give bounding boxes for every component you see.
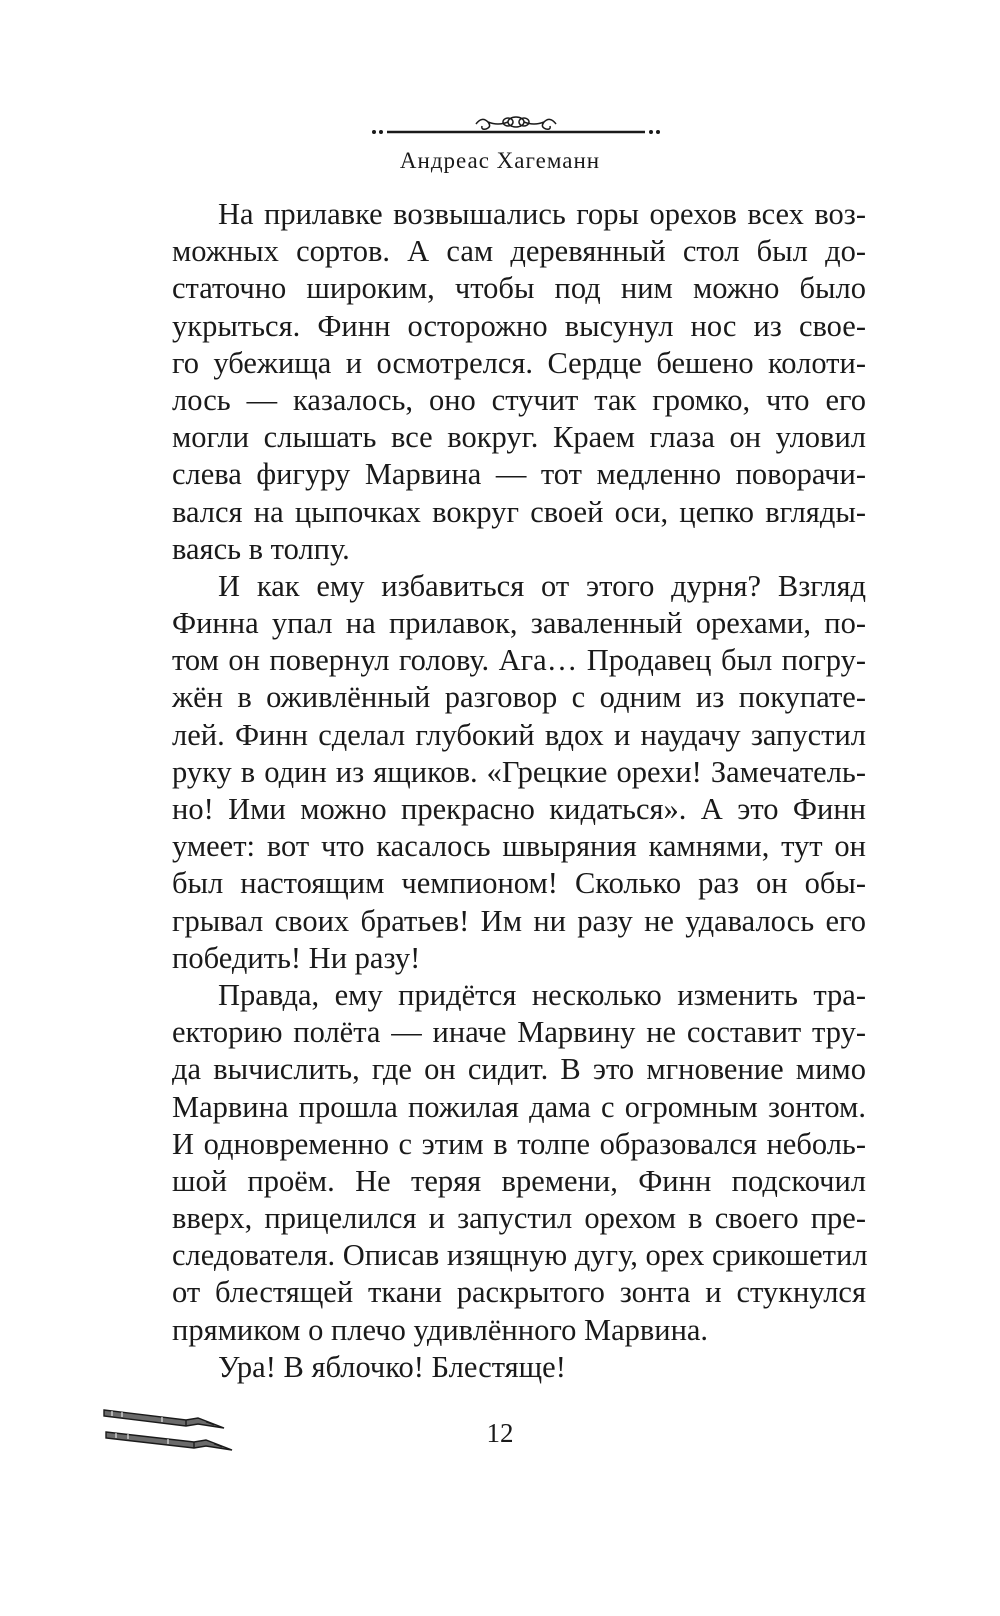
scroll-flourish-icon (372, 112, 660, 142)
text-line: Финна упал на прилавок, заваленный орехами, по- (172, 606, 866, 641)
text-line: Марвина прошла пожилая дама с огромным зонтом. (172, 1089, 866, 1124)
paragraph (172, 1349, 866, 1386)
text-line: лей. Финн сделал глубокий вдох и наудачу запустил (172, 717, 866, 752)
text-line: прямиком о плечо удивлённого Марвина. (172, 1312, 709, 1347)
paragraph (172, 568, 866, 977)
text-line: И одновременно с этим в толпе образовался неболь- (172, 1126, 866, 1161)
running-head-author: Андреас Хагеманн (399, 148, 601, 173)
page-number: 12 (486, 1418, 514, 1448)
text-line: шой проём. Не теряя времени, Финн подскочил (172, 1163, 866, 1198)
text-line: вверх, прицелился и запустил орехом в своего пре- (172, 1201, 866, 1236)
text-line: го убежища и осмотрелся. Сердце бешено колоти- (172, 345, 866, 380)
text-line: да вычислить, где он сидит. В это мгновение мимо (172, 1052, 866, 1087)
text-line: руку в один из ящиков. «Грецкие орехи! Замечатель- (172, 754, 866, 789)
text-line: был настоящим чемпионом! Сколько раз он обы- (172, 866, 866, 901)
text-line: екторию полёта — иначе Марвину не составит тру- (172, 1015, 866, 1050)
text-line: от блестящей ткани раскрытого зонта и стукнулся (172, 1275, 866, 1310)
text-line: могли слышать все вокруг. Краем глаза он уловил (172, 420, 866, 455)
text-line: победить! Ни разу! (172, 940, 421, 975)
text-line: И как ему избавиться от этого дурня? Взгляд (218, 568, 866, 603)
text-line: Ура! В яблочко! Блестяще! (218, 1349, 566, 1384)
paragraph (172, 196, 866, 568)
text-line: жён в оживлённый разговор с одним из покупате- (172, 680, 866, 715)
text-line: На прилавке возвышались горы орехов всех воз- (218, 197, 866, 231)
text-line: том он повернул голову. Ага… Продавец был погру- (172, 643, 866, 678)
text-line: лось — казалось, оно стучит так громко, что его (172, 382, 866, 417)
text-line: укрыться. Финн осторожно высунул нос из свое- (172, 308, 866, 343)
text-line: грывал своих братьев! Им ни разу не удавалось его (172, 903, 866, 938)
text-line: вался на цыпочках вокруг своей оси, цепко вгляды- (172, 494, 866, 529)
paragraph (172, 977, 866, 1349)
text-line: статочно широким, чтобы под ним можно было (172, 271, 866, 306)
text-line: ваясь в толпу. (172, 531, 350, 566)
text-line: можных сортов. А сам деревянный стол был до- (172, 234, 866, 269)
body-text (172, 196, 866, 1386)
text-line: Правда, ему придётся несколько изменить тра- (218, 977, 866, 1012)
text-line: но! Ими можно прекрасно кидаться». А это Финн (172, 792, 866, 826)
text-line: слева фигуру Марвина — тот медленно поворачи- (172, 457, 866, 492)
text-line: следователя. Описав изящную дугу, орех срикошетил (172, 1238, 868, 1273)
text-line: умеет: вот что касалось швыряния камнями, тут он (172, 829, 866, 864)
